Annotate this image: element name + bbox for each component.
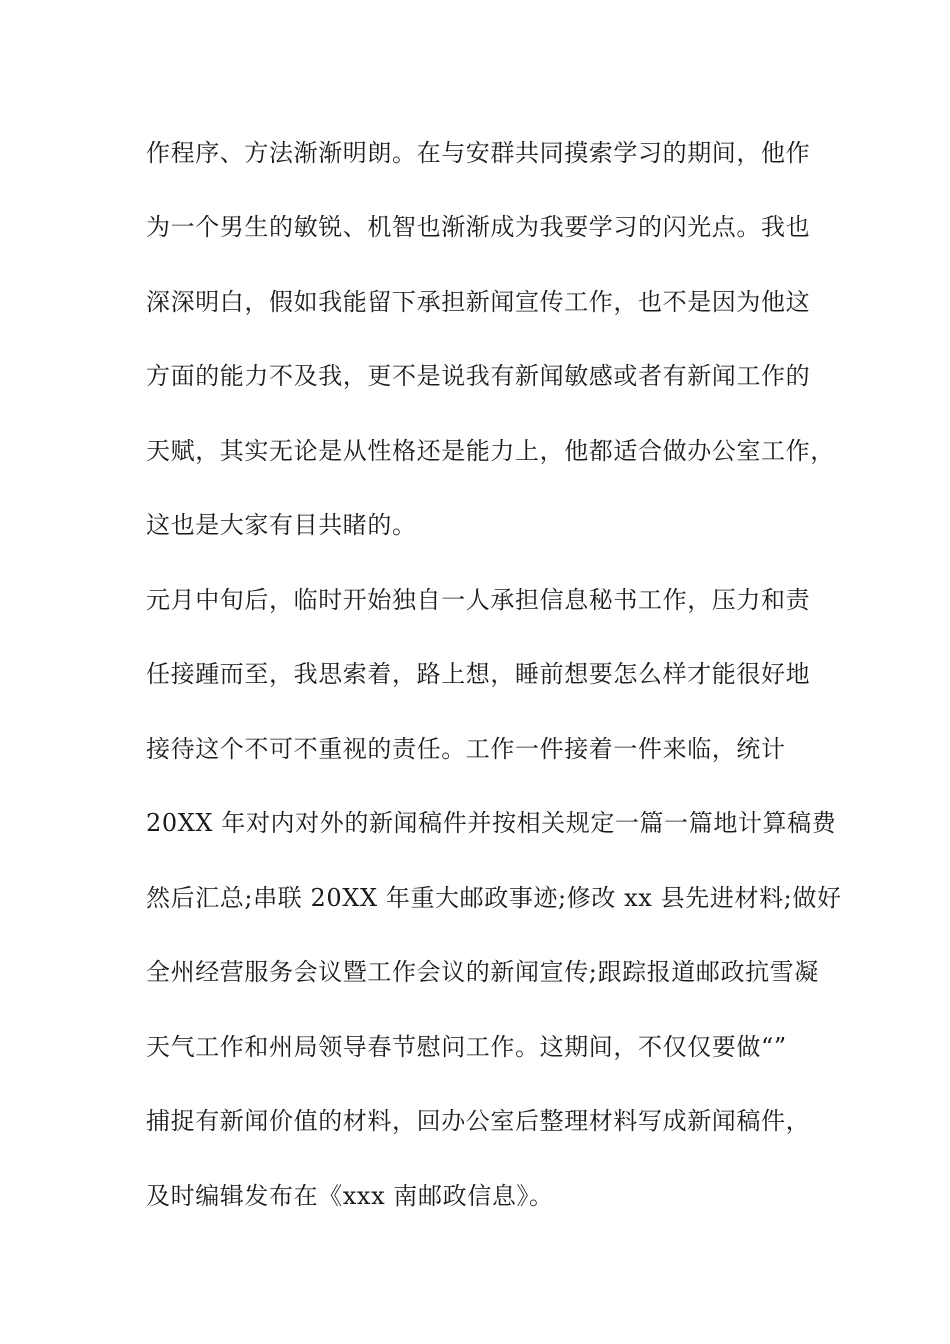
paragraph-2-line-8: 捕捉有新闻价值的材料，回办公室后整理材料写成新闻稿件， — [146, 1107, 811, 1135]
paragraph-2-line-3: 接待这个不可不重视的责任。工作一件接着一件来临，统计 — [146, 735, 786, 763]
paragraph-2-line-6: 全州经营服务会议暨工作会议的新闻宣传;跟踪报道邮政抗雪凝 — [146, 958, 819, 986]
paragraph-2-line-1: 元月中旬后，临时开始独自一人承担信息秘书工作，压力和责 — [146, 586, 811, 614]
paragraph-1-line-3: 深深明白，假如我能留下承担新闻宣传工作，也不是因为他这 — [146, 288, 811, 316]
paragraph-1-line-4: 方面的能力不及我，更不是说我有新闻敏感或者有新闻工作的 — [146, 362, 811, 390]
paragraph-2-line-5: 然后汇总;串联 20XX 年重大邮政事迹;修改 xx 县先进材料;做好 — [146, 884, 842, 912]
paragraph-2-line-2: 任接踵而至，我思索着，路上想，睡前想要怎么样才能很好地 — [146, 660, 811, 688]
paragraph-1-line-1: 作程序、方法渐渐明朗。在与安群共同摸索学习的期间，他作 — [146, 139, 811, 167]
paragraph-2-line-7: 天气工作和州局领导春节慰问工作。这期间，不仅仅要做“” — [146, 1033, 787, 1061]
paragraph-1-line-5: 天赋，其实无论是从性格还是能力上，他都适合做办公室工作， — [146, 437, 835, 465]
paragraph-1-line-6: 这也是大家有目共睹的。 — [146, 511, 417, 539]
paragraph-1-line-2: 为一个男生的敏锐、机智也渐渐成为我要学习的闪光点。我也 — [146, 213, 811, 241]
paragraph-2-line-4: 20XX 年对内对外的新闻稿件并按相关规定一篇一篇地计算稿费 — [146, 809, 837, 837]
paragraph-2-line-9: 及时编辑发布在《xxx 南邮政信息》。 — [146, 1182, 554, 1210]
